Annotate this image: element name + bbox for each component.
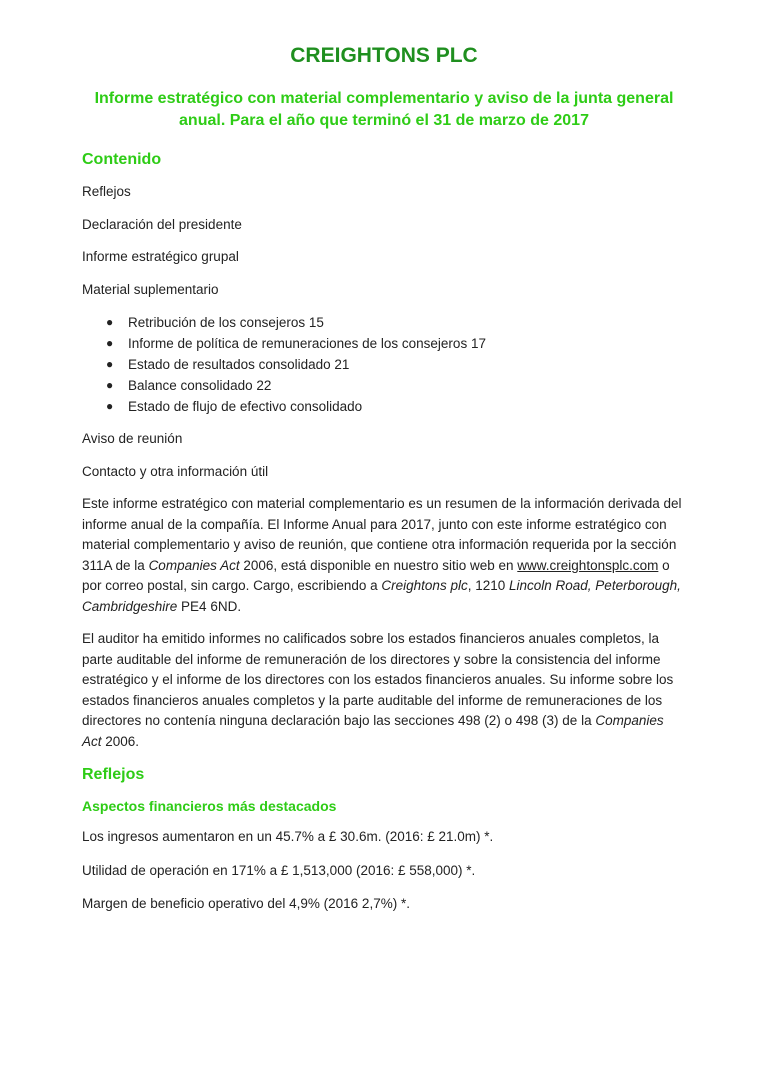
report-subtitle bbox=[62, 88, 706, 132]
toc-item-contact: Contacto y otra información útil bbox=[82, 463, 269, 479]
highlight-revenue: Los ingresos aumentaron en un 45.7% a £ 30.6m. (2016: £ 21.0m) *. bbox=[82, 829, 494, 844]
highlight-operating-margin: Margen de beneficio operativo del 4,9% (2016 2,7%) *. bbox=[82, 896, 410, 911]
list-item: ● Retribución de los consejeros 15 bbox=[106, 312, 686, 333]
bullet-icon: ● bbox=[106, 336, 114, 350]
toc-item-strategic-report: Informe estratégico grupal bbox=[82, 249, 239, 264]
subtitle-line-1: Informe estratégico con material complementario y aviso de la junta general bbox=[94, 90, 674, 107]
website-link[interactable]: www.creightonsplc.com bbox=[517, 557, 659, 573]
toc-item-supplementary: Material suplementario bbox=[82, 281, 219, 297]
list-item: ● Estado de flujo de efectivo consolidado bbox=[106, 396, 686, 417]
list-item: ● Balance consolidado 22 bbox=[106, 375, 686, 396]
bullet-icon: ● bbox=[106, 378, 114, 392]
bullet-icon: ● bbox=[106, 315, 114, 329]
bullet-icon: ● bbox=[106, 357, 114, 371]
toc-item-chairman: Declaración del presidente bbox=[82, 216, 242, 232]
auditor-paragraph: El auditor ha emitido informes no calificados sobre los estados financieros anuales completos, la parte auditable del informe de remuneración de los directores y sobre la consistencia del informe estratégico y el informe de los directores con los estados financieros anuales. Su informe sobre los estados financieros anuales completos y la parte auditable del informe de remuneraciones de los directores no contenía ninguna declaración bajo las secciones 498 (2) o 498 (3) de la Companies Act 2006. bbox=[82, 631, 674, 749]
list-item: ● Informe de política de remuneraciones de los consejeros 17 bbox=[106, 333, 686, 354]
company-title: CREIGHTONS PLC bbox=[290, 44, 478, 67]
highlight-operating-profit: Utilidad de operación en 171% a £ 1,513,000 (2016: £ 558,000) *. bbox=[82, 862, 476, 878]
list-item: ● Estado de resultados consolidado 21 bbox=[106, 354, 686, 375]
financial-highlights-subheading: Aspectos financieros más destacados bbox=[82, 798, 337, 814]
highlights-heading: Reflejos bbox=[82, 766, 145, 783]
toc-item-notice: Aviso de reunión bbox=[82, 431, 183, 446]
supplementary-list bbox=[82, 312, 686, 417]
document-page bbox=[0, 44, 768, 1068]
contents-heading: Contenido bbox=[82, 151, 162, 168]
intro-paragraph: Este informe estratégico con material complementario es un resumen de la información derivada del informe anual de la compañía. El Informe Anual para 2017, junto con este informe estratégico con material complementario y aviso de reunión, que contiene otra información requerida por la sección 311A de la Companies Act 2006, está disponible en nuestro sitio web en www.creightonsplc.com o por correo postal, sin cargo. Cargo, escribiendo a Creightons plc, 1210 Lincoln Road, Peterborough, Cambridgeshire PE4 6ND. bbox=[82, 496, 682, 614]
subtitle-line-2: anual. Para el año que terminó el 31 de marzo de 2017 bbox=[179, 112, 589, 129]
toc-item-highlights: Reflejos bbox=[82, 184, 131, 199]
bullet-icon: ● bbox=[106, 399, 114, 413]
